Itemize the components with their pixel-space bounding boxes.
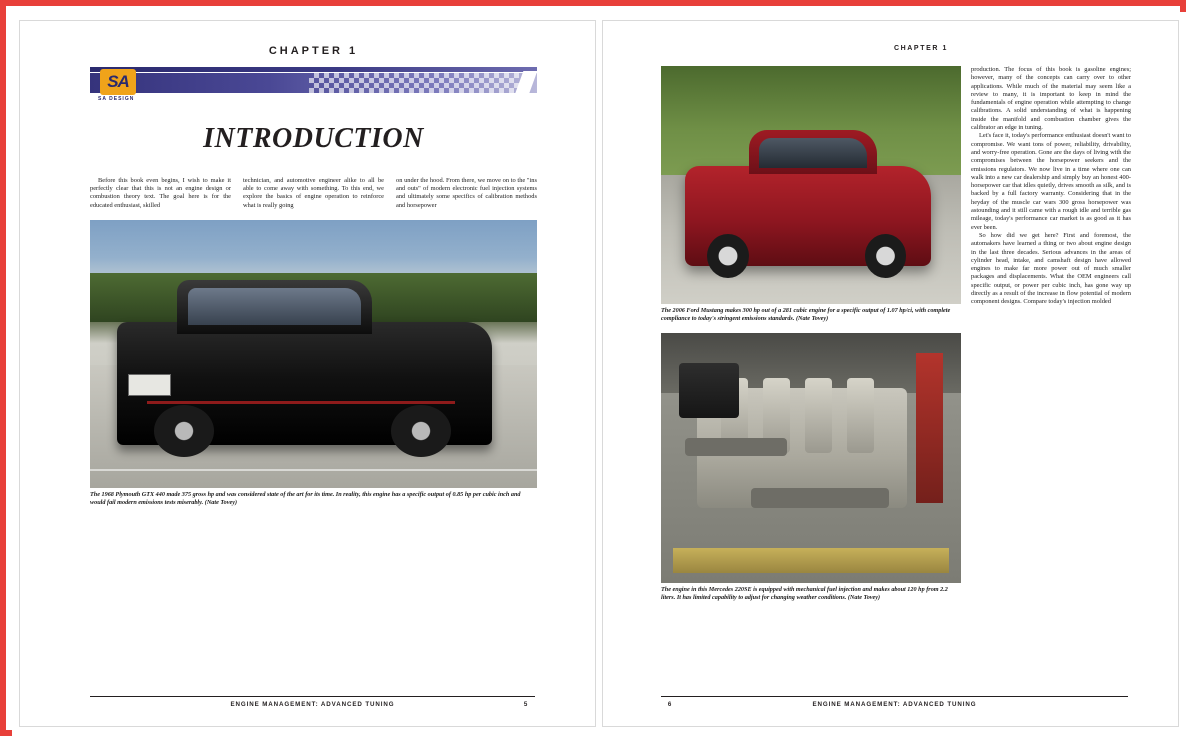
mustang-wheel-rear — [865, 234, 907, 278]
photo-car-stripe — [147, 401, 455, 404]
right-page-upper — [661, 66, 1131, 602]
sa-logo-mark: SA — [100, 69, 136, 95]
footer-left — [90, 701, 535, 708]
right-text-column — [971, 66, 1131, 602]
intro-columns — [90, 177, 537, 210]
caption-ford-mustang: The 2006 Ford Mustang makes 300 hp out of a 281 cubic engine for a specific output of 1.07 hp/ci, with complete compliance to today's stringent emissions standards. (Nate Tovey) — [661, 307, 951, 322]
viewer-canvas — [12, 12, 1186, 736]
engine-red-component — [916, 353, 943, 503]
photo-mercedes-engine — [661, 333, 961, 583]
engine-lower-panel — [673, 548, 949, 573]
intro-column-3 — [396, 177, 537, 210]
caption-plymouth-gtx: The 1968 Plymouth GTX 440 made 375 gross hp and was considered state of the art for its time. In reality, this engine has a specific output of 0.85 hp per cubic inch and would fail modern emissions tests miserably. (Nate Tovey) — [90, 490, 521, 506]
page-right-content — [661, 45, 1131, 705]
intro-column-2 — [243, 177, 384, 210]
engine-hose-1 — [685, 438, 787, 456]
mustang-wheel-front — [707, 234, 749, 278]
page-title: INTRODUCTION — [203, 123, 424, 154]
page-number-left: 5 — [523, 701, 529, 708]
right-figure-column — [661, 66, 961, 602]
chapter-heading-left: CHAPTER 1 — [268, 45, 359, 57]
page-left[interactable] — [19, 20, 596, 727]
right-paragraph-3: So how did we get here? First and foremost, the automakers have learned a thing or two about engine design in the last three decades. Serious advances in the areas of cylinder head, intake, and camshaft design have allowed engines to make far more power out of much smaller packages and displacements. What the OEM engineers call specific output, or power per cubic inch, has gone way up directly as a result of the increase in flow potential of modern component designs. Compare today's injection molded — [971, 231, 1131, 306]
photo-plymouth-gtx — [90, 220, 537, 488]
sa-logo-caption: SA DESIGN — [98, 96, 135, 102]
photo-road-line — [90, 469, 537, 471]
photo-car-body — [117, 322, 492, 445]
page-right-footer-wrap — [661, 696, 1128, 708]
banner-checker-pattern — [309, 73, 519, 93]
sa-design-banner — [90, 67, 537, 107]
right-paragraph-2: Let's face it, today's performance enthusiast doesn't want to compromise. We want tons of power, reliability, drivability, and worry-free operation. Gone are the days of living with the compromises between the horsepower seekers and the emissions regulators. We now live in a time where one can walk into a new car dealership and simply buy an honest 400-horsepower car that idles quietly, drives smooth as silk, and is backed by a full factory warranty. Considering that in the heyday of the muscle car wars 300 gross horsepower was astounding and it still came with a rough idle and terrible gas mileage, today's performance car market is as good as it has ever been. — [971, 132, 1131, 231]
page-left-footer-wrap — [90, 696, 535, 708]
sa-logo — [96, 67, 166, 107]
footer-book-title-left: ENGINE MANAGEMENT: ADVANCED TUNING — [230, 701, 395, 708]
engine-intake-runner-3 — [805, 378, 832, 453]
caption-mercedes-engine: The engine in this Mercedes 220SE is equipped with mechanical fuel injection and makes about 120 hp from 2.2 liters. It has limited capability to adjust for changing weather conditions. (Nate Tovey) — [661, 586, 948, 601]
page-left-content — [90, 45, 537, 705]
footer-book-title-right: ENGINE MANAGEMENT: ADVANCED TUNING — [812, 701, 977, 708]
right-paragraph-1: production. The focus of this book is gasoline engines; however, many of the concepts can carry over to other applications. While much of the material may seem like a review to many, it is important to keep in mind the fundamentals of engine operation while attempting to change calibrations. A solid understanding of what is happening inside the manifold and combustion chamber gives the calibrator an edge in tuning. — [971, 66, 1131, 132]
intro-paragraph-1: Before this book even begins, I wish to make it perfectly clear that this is not an engine design or combustion theory text. The goal here is for the educated enthusiast, skilled — [90, 177, 231, 209]
engine-air-cleaner — [679, 363, 739, 418]
footer-rule-right — [661, 696, 1128, 697]
photo-license-plate — [128, 374, 171, 396]
intro-paragraph-2: technician, and automotive engineer alike to all be able to come away with something. To this end, we explore the basics of engine operation to reinforce what is really going — [243, 177, 384, 209]
page-right[interactable] — [602, 20, 1179, 727]
footer-right — [661, 701, 1128, 708]
page-number-right: 6 — [667, 701, 673, 708]
chapter-heading-right: CHAPTER 1 — [893, 45, 949, 52]
mustang-car-body — [685, 166, 931, 266]
footer-rule-left — [90, 696, 535, 697]
photo-car-wheel-rear — [391, 405, 451, 457]
photo-ford-mustang — [661, 66, 961, 304]
engine-hose-2 — [751, 488, 889, 508]
engine-intake-runner-4 — [847, 378, 874, 453]
intro-column-1 — [90, 177, 231, 210]
intro-paragraph-3: on under the hood. From there, we move on to the "ins and outs" of modern electronic fuel injection systems and ultimately some specifics of calibration methods and horsepower — [396, 177, 537, 209]
